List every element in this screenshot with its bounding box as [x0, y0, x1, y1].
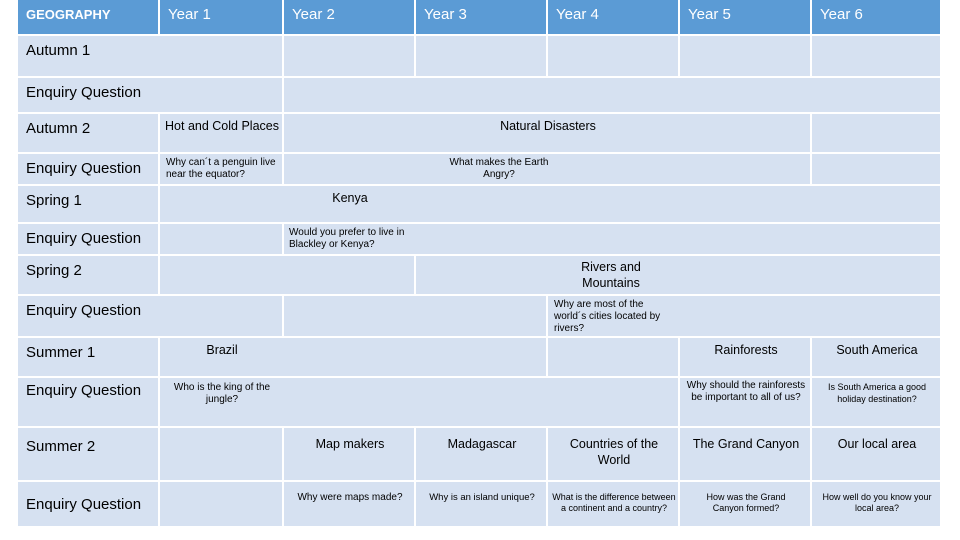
table-title: GEOGRAPHY: [26, 7, 111, 22]
row-label-cell: [18, 224, 160, 256]
row-label-cell: [18, 186, 160, 224]
year-label: Year 1: [168, 6, 211, 23]
year-label: Year 6: [820, 6, 863, 23]
table-cell: [680, 36, 812, 78]
question-text: Why can´t a penguin live near the equator?: [166, 157, 276, 180]
row-label-cell: [18, 154, 160, 186]
question-cell: [680, 482, 812, 528]
table-cell: [812, 36, 942, 78]
topic-cell: [416, 428, 548, 482]
question-cell: [284, 482, 416, 528]
question-text: Why is an island unique?: [429, 492, 535, 503]
question-text: How was the Grand Canyon formed?: [706, 492, 786, 513]
question-cell: [284, 154, 812, 186]
row-label: Spring 1: [26, 192, 82, 209]
topic-text: Kenya: [332, 191, 368, 205]
topic-text: The Grand Canyon: [692, 437, 800, 451]
topic-text: Hot and Cold Places: [165, 119, 279, 133]
header-year-3: [416, 0, 548, 36]
topic-text: Madagascar: [447, 437, 517, 451]
question-text: Is South America a good holiday destination?: [827, 382, 927, 404]
row-label: Autumn 1: [26, 42, 91, 59]
row-label: Enquiry Question: [26, 230, 142, 247]
question-cell: [812, 378, 942, 428]
topic-cell: [284, 428, 416, 482]
topic-text: Brazil: [206, 343, 238, 357]
topic-cell: [160, 186, 942, 224]
topic-cell: [812, 338, 942, 378]
topic-cell: [680, 428, 812, 482]
table-cell: [812, 154, 942, 186]
topic-cell: [416, 256, 942, 296]
header-year-4: [548, 0, 680, 36]
topic-cell: [812, 428, 942, 482]
curriculum-table: [18, 0, 942, 528]
row-label-cell: [18, 78, 284, 114]
topic-text: South America: [836, 343, 918, 357]
header-year-1: [160, 0, 284, 36]
topic-cell: [160, 114, 284, 154]
question-text: What is the difference between a continent and a country?: [552, 492, 676, 513]
topic-cell: [548, 428, 680, 482]
row-label-cell: [18, 114, 160, 154]
row-label: Enquiry Question: [26, 302, 142, 319]
table-cell: [416, 36, 548, 78]
year-label: Year 4: [556, 6, 599, 23]
header-corner-cell: [18, 0, 160, 36]
question-cell: [160, 154, 284, 186]
table-cell: [160, 224, 284, 256]
row-label-cell: [18, 296, 284, 338]
question-cell: [284, 224, 942, 256]
question-cell: [160, 378, 680, 428]
table-cell: [284, 78, 942, 114]
table-cell: [160, 256, 416, 296]
topic-text: Rainforests: [714, 343, 778, 357]
topic-cell: [680, 338, 812, 378]
table-cell: [160, 482, 284, 528]
header-year-5: [680, 0, 812, 36]
table-cell: [284, 36, 416, 78]
table-cell: [548, 36, 680, 78]
row-label: Summer 1: [26, 344, 96, 361]
row-label: Enquiry Question: [26, 84, 142, 101]
topic-cell: [160, 338, 548, 378]
table-cell: [548, 338, 680, 378]
topic-text: Natural Disasters: [500, 119, 596, 133]
table-cell: [812, 114, 942, 154]
table-cell: [160, 428, 284, 482]
header-year-2: [284, 0, 416, 36]
topic-cell: [284, 114, 812, 154]
question-text: Why were maps made?: [297, 492, 403, 503]
row-label-cell: [18, 428, 160, 482]
topic-text: Rivers and Mountains: [581, 260, 641, 290]
year-label: Year 2: [292, 6, 335, 23]
row-label-cell: [18, 338, 160, 378]
row-label: Enquiry Question: [26, 496, 142, 513]
topic-text: Countries of the World: [569, 437, 659, 467]
header-year-6: [812, 0, 942, 36]
question-text: Would you prefer to live in Blackley or Kenya?: [289, 227, 405, 250]
question-text: What makes the Earth Angry?: [449, 157, 549, 180]
question-text: Who is the king of the jungle?: [173, 382, 271, 405]
row-label: Summer 2: [26, 438, 96, 455]
question-text: Why are most of the world´s cities located by rivers?: [554, 299, 661, 334]
row-label-cell: [18, 36, 284, 78]
question-cell: [812, 482, 942, 528]
topic-text: Map makers: [315, 437, 385, 451]
question-cell: [416, 482, 548, 528]
question-cell: [548, 296, 942, 338]
topic-text: Our local area: [837, 437, 917, 451]
row-label: Enquiry Question: [26, 382, 142, 399]
question-text: How well do you know your local area?: [822, 492, 932, 513]
row-label-cell: [18, 482, 160, 528]
row-label-cell: [18, 256, 160, 296]
table-cell: [284, 296, 548, 338]
row-label: Spring 2: [26, 262, 82, 279]
row-label: Autumn 2: [26, 120, 91, 137]
year-label: Year 3: [424, 6, 467, 23]
row-label: Enquiry Question: [26, 160, 142, 177]
year-label: Year 5: [688, 6, 731, 23]
row-label-cell: [18, 378, 160, 428]
question-cell: [680, 378, 812, 428]
question-cell: [548, 482, 680, 528]
question-text: Why should the rainforests be important to all of us?: [686, 380, 806, 403]
